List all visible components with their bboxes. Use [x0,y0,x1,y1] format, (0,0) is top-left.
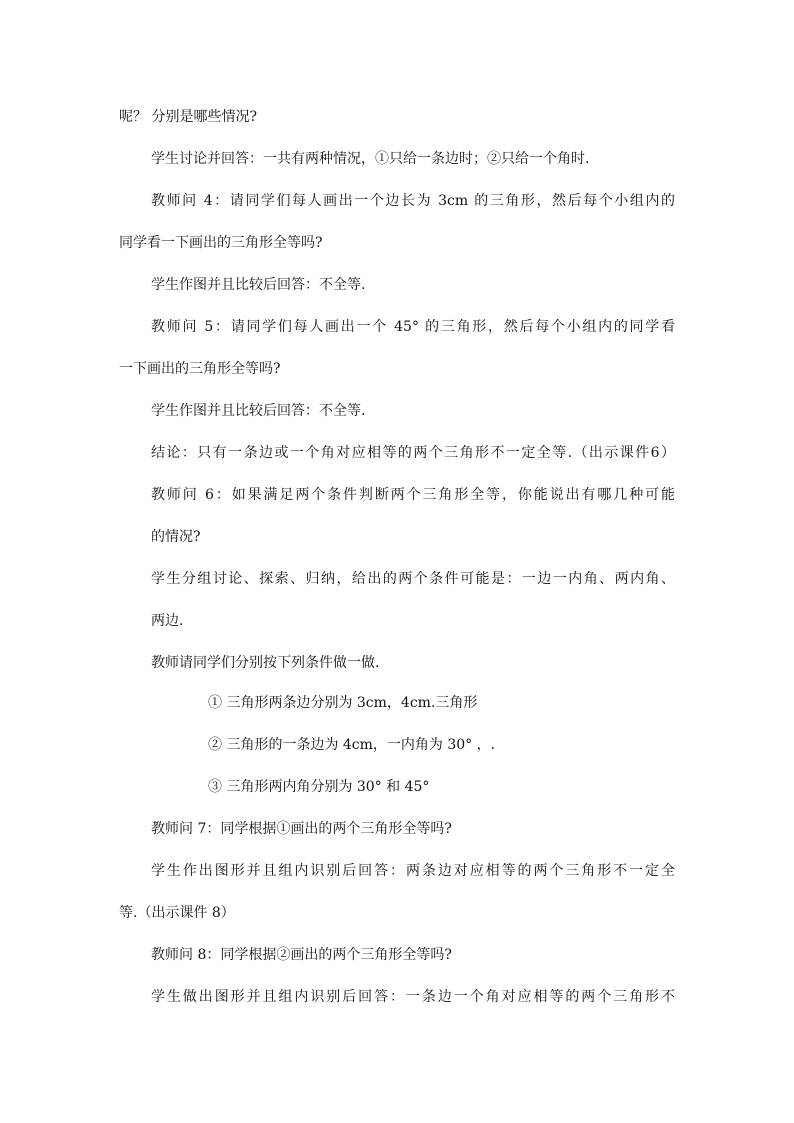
paragraph-line-17: 等.（出示课件 8） [119,905,235,921]
paragraph-line-11: 的情况? [151,529,201,545]
condition-item-2: ② 三角形的一条边为 4cm，一内角为 30° ，. [208,737,496,753]
paragraph-line-10: 教师问 6：如果满足两个条件判断两个三角形全等，你能说出有哪几种可能 [151,487,675,503]
paragraph-line-8: 学生作图并且比较后回答：不全等. [151,403,366,419]
paragraph-line-16: 学生作出图形并且组内识别后回答：两条边对应相等的两个三角形不一定全 [151,863,675,879]
paragraph-line-13: 两边. [151,613,184,629]
paragraph-line-9: 结论：只有一条边或一个角对应相等的两个三角形不一定全等.（出示课件6） [151,445,675,461]
paragraph-line-12: 学生分组讨论、探索、归纳，给出的两个条件可能是：一边一内角、两内角、 [151,571,675,587]
paragraph-line-15: 教师问 7：同学根据①画出的两个三角形全等吗? [151,821,452,837]
paragraph-line-19: 学生做出图形并且组内识别后回答：一条边一个角对应相等的两个三角形不 [151,989,675,1005]
paragraph-line-1: 呢？ 分别是哪些情况? [119,109,257,125]
paragraph-line-18: 教师问 8：同学根据②画出的两个三角形全等吗? [151,947,452,963]
paragraph-line-3: 教师问 4：请同学们每人画出一个边长为 3cm 的三角形，然后每个小组内的 [151,193,675,209]
condition-item-3: ③ 三角形两内角分别为 30° 和 45° [208,779,430,795]
paragraph-line-4: 同学看一下画出的三角形全等吗? [119,235,323,251]
condition-item-1: ① 三角形两条边分别为 3cm，4cm.三角形 [208,695,478,711]
paragraph-line-14: 教师请同学们分别按下列条件做一做. [151,655,380,671]
paragraph-line-7: 一下画出的三角形全等吗? [119,361,281,377]
paragraph-line-6: 教师问 5：请同学们每人画出一个 45° 的三角形，然后每个小组内的同学看 [151,319,675,335]
paragraph-line-5: 学生作图并且比较后回答：不全等. [151,277,366,293]
paragraph-line-2: 学生讨论并回答：一共有两种情况，①只给一条边时；②只给一个角时. [151,151,590,167]
